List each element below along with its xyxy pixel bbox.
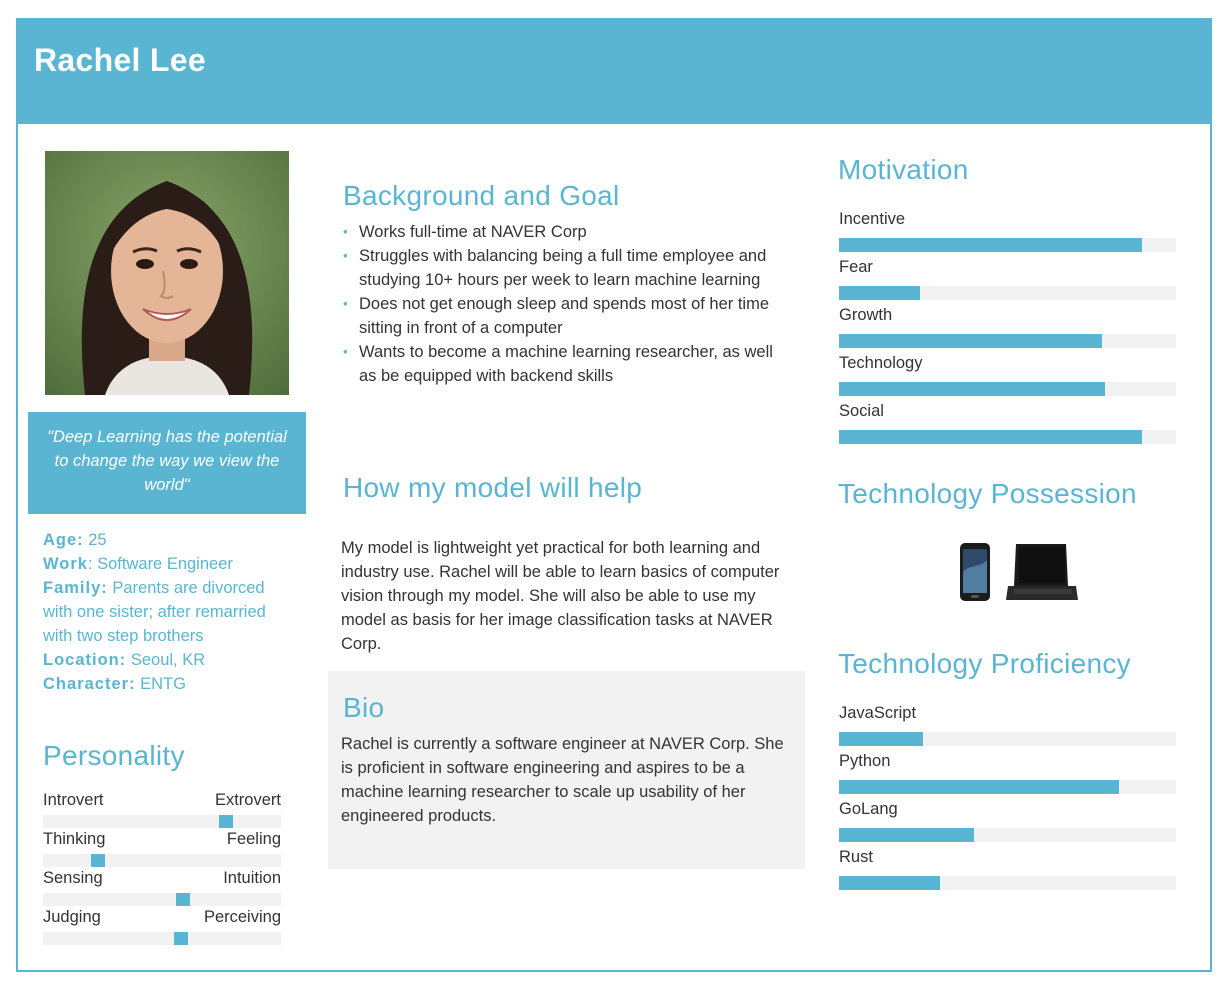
portrait-photo (45, 151, 289, 395)
fact-family: Family: Parents are divorced with one sister; after remarried with two step brothers (43, 579, 266, 645)
proficiency-title: Technology Proficiency (838, 648, 1131, 679)
possession-title: Technology Possession (838, 478, 1137, 509)
trait-marker (174, 932, 188, 945)
bar-fill (839, 382, 1105, 396)
bar-fill (839, 430, 1142, 444)
background-title: Background and Goal (343, 180, 620, 211)
personality-title: Personality (43, 740, 185, 771)
fact-age: Age: 25 (43, 531, 107, 549)
help-text: My model is lightweight yet practical for both learning and industry use. Rachel will be able to learn basics of computer vision through my model. She will also be able to use my model as basis for her image classification tasks at NAVER Corp. (341, 539, 780, 653)
persona-facts (43, 528, 293, 696)
bar-fill (839, 286, 920, 300)
bio-text: Rachel is currently a software engineer at NAVER Corp. She is proficient in software engineering and aspires to be a machine learning researcher to scale up usability of her engineered products. (341, 735, 784, 825)
bio-title: Bio (343, 692, 385, 723)
trait-marker (219, 815, 233, 828)
persona-quote: "Deep Learning has the potential to change the way we view the world" (28, 412, 306, 514)
list-item: • Works full-time at NAVER Corp (343, 220, 783, 244)
header-banner (18, 20, 1210, 124)
persona-name: Rachel Lee (34, 42, 206, 78)
persona-card (16, 18, 1212, 972)
proficiency-bar: JavaScript (839, 704, 1176, 749)
motivation-bar: Growth (839, 306, 1176, 351)
bar-fill (839, 238, 1142, 252)
proficiency-bar: Rust (839, 848, 1176, 893)
portrait-image (45, 151, 289, 395)
proficiency-bar: Python (839, 752, 1176, 797)
motivation-bar: Technology (839, 354, 1176, 399)
proficiency-bar: GoLang (839, 800, 1176, 845)
motivation-title: Motivation (838, 154, 969, 185)
bar-fill (839, 732, 923, 746)
trait-marker (176, 893, 190, 906)
bar-fill (839, 876, 940, 890)
bar-fill (839, 828, 974, 842)
motivation-bar: Fear (839, 258, 1176, 303)
help-title: How my model will help (343, 472, 643, 503)
personality-trait: Introvert Extrovert (43, 791, 281, 830)
list-item: • Does not get enough sleep and spends most of her time sitting in front of a computer (343, 292, 783, 340)
trait-marker (91, 854, 105, 867)
fact-character: Character: ENTG (43, 675, 186, 693)
fact-work: Work: Software Engineer (43, 555, 233, 573)
motivation-bar: Incentive (839, 210, 1176, 255)
list-item: • Wants to become a machine learning researcher, as well as be equipped with backend skills (343, 340, 783, 388)
fact-location: Location: Seoul, KR (43, 651, 206, 669)
personality-trait: Sensing Intuition (43, 869, 281, 908)
smartphone-icon (960, 543, 990, 601)
motivation-bar: Social (839, 402, 1176, 447)
laptop-icon (1006, 544, 1078, 600)
device-list (958, 542, 1078, 604)
personality-trait: Thinking Feeling (43, 830, 281, 869)
bar-fill (839, 334, 1102, 348)
list-item: • Struggles with balancing being a full time employee and studying 10+ hours per week to learn machine learning (343, 244, 783, 292)
background-list (343, 220, 783, 388)
bar-fill (839, 780, 1119, 794)
personality-trait: Judging Perceiving (43, 908, 281, 947)
